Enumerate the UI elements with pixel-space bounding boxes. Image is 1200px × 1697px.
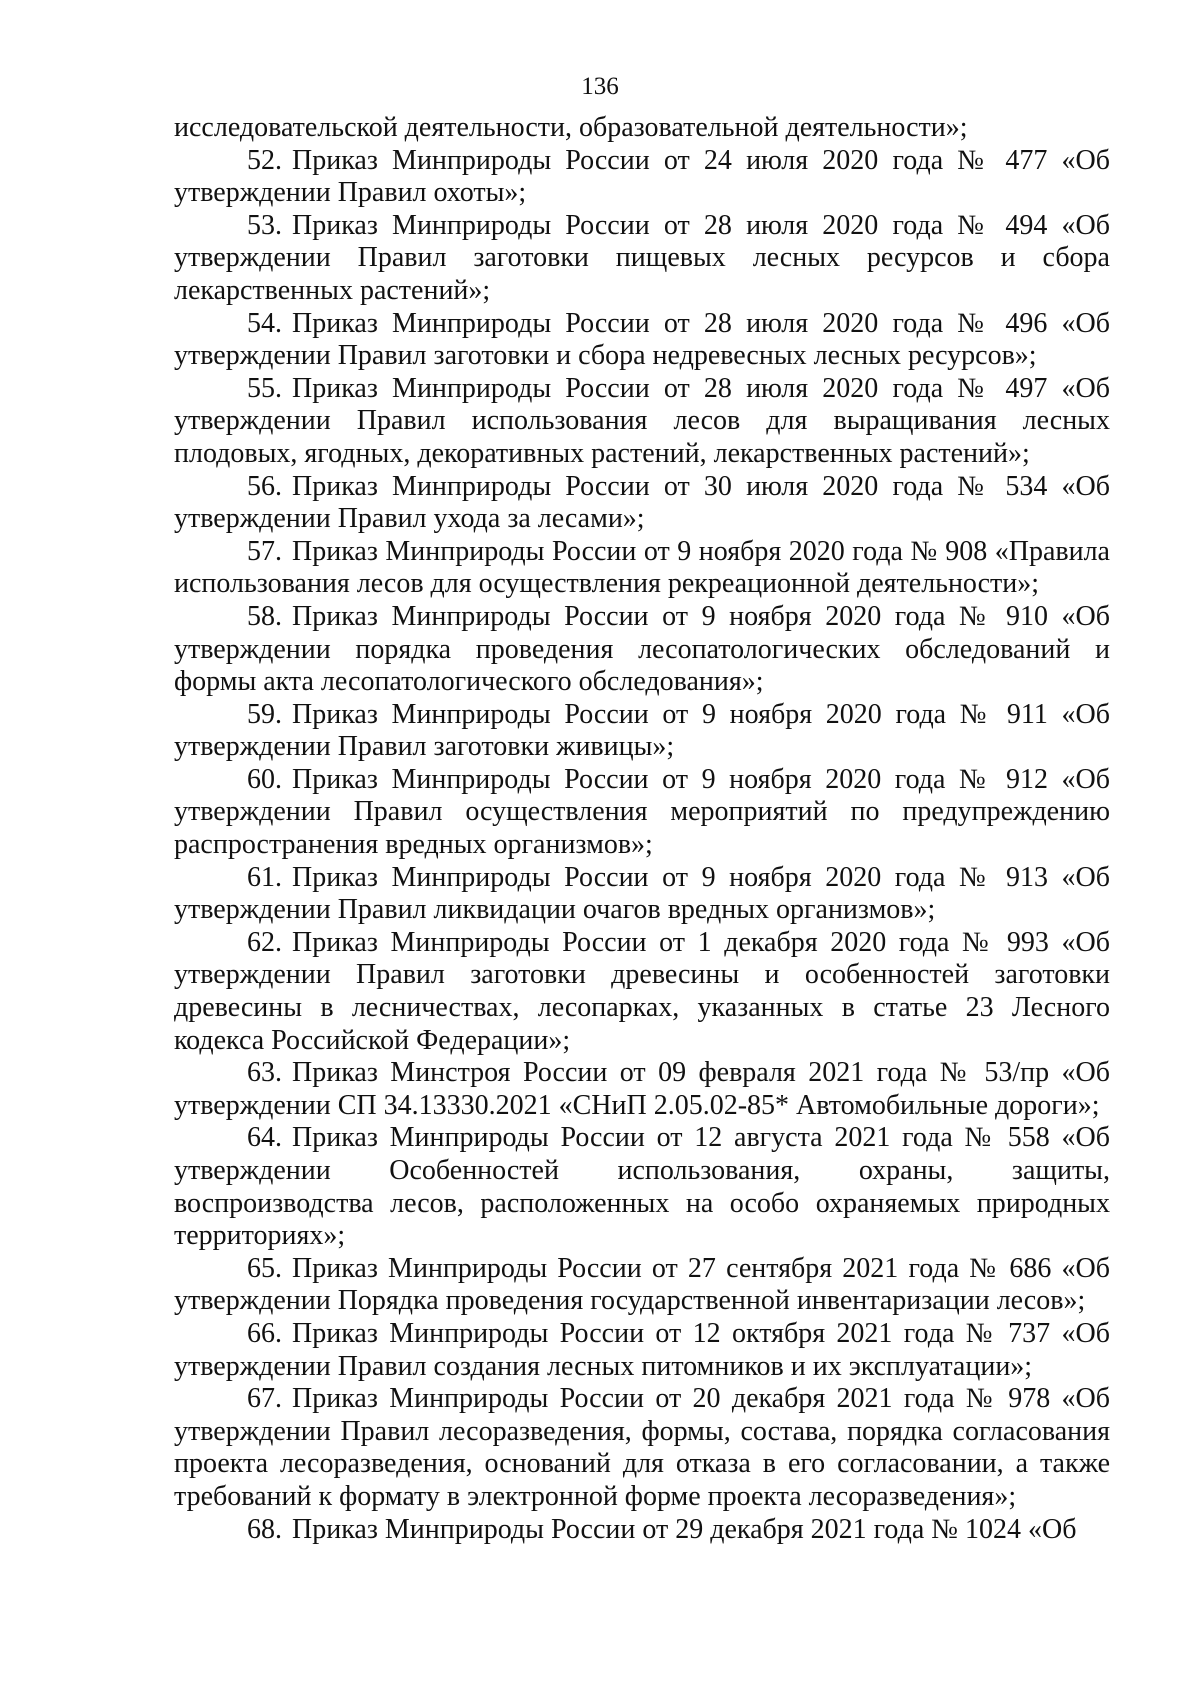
item-number: 68. [247,1513,282,1545]
item-text: Приказ Минприроды России от 12 августа 2021 года № 558 «Об утверждении Особенностей использования, охраны, защиты, воспроизводства лесов, расположенных на особо охраняемых природных территориях»; [174,1122,1110,1252]
item-text: Приказ Минстроя России от 09 февраля 2021 года № 53/пр «Об утверждении СП 34.13330.2021 «СНиП 2.05.02-85* Автомобильные дороги»; [174,1057,1110,1121]
continuation-paragraph: исследовательской деятельности, образовательной деятельности»; [174,112,968,143]
list-item [174,471,1110,536]
item-number: 61. [247,861,282,893]
list-item [174,764,1110,862]
item-text: Приказ Минприроды России от 24 июля 2020 года № 477 «Об утверждении Правил охоты»; [174,144,1110,209]
list-item [174,927,1110,1057]
item-text: Приказ Минприроды России от 28 июля 2020 года № 496 «Об утверждении Правил заготовки и сбора недревесных лесных ресурсов»; [174,307,1110,372]
item-number: 58. [247,600,282,632]
item-number: 54. [247,307,282,339]
list-item [174,699,1110,764]
item-number: 52. [247,144,282,176]
list-item [174,145,1110,210]
item-text: Приказ Минприроды России от 29 декабря 2021 года № 1024 «Об [292,1513,1077,1545]
list-item [174,308,1110,373]
list-item [174,210,1110,308]
item-number: 57. [247,535,282,567]
page-number: 136 [581,73,619,100]
item-number: 60. [247,763,282,795]
list-item [174,1057,1110,1122]
item-number: 59. [247,698,282,730]
item-text: Приказ Минприроды России от 9 ноября 2020 года № 910 «Об утверждении порядка проведения лесопатологических обследований и формы акта лесопатологического обследования»; [174,600,1110,698]
item-text: Приказ Минприроды России от 28 июля 2020 года № 497 «Об утверждении Правил использования лесов для выращивания лесных плодовых, ягодных, декоративных растений, лекарственных растений»; [174,372,1110,469]
item-text: Приказ Минприроды России от 9 ноября 2020 года № 913 «Об утверждении Правил ликвидации очагов вредных организмов»; [174,861,1110,926]
item-text: Приказ Минприроды России от 9 ноября 2020 года № 908 «Правила использования лесов для осуществления рекреационной деятельности»; [174,535,1110,600]
item-text: Приказ Минприроды России от 12 октября 2021 года № 737 «Об утверждении Правил создания лесных питомников и их эксплуатации»; [174,1317,1110,1382]
item-text: Приказ Минприроды России от 1 декабря 2020 года № 993 «Об утверждении Правил заготовки древесины и особенностей заготовки древесины в лесничествах, лесопарках, указанных в статье 23 Лесного кодекса Российской Федерации»; [174,926,1110,1056]
item-text: Приказ Минприроды России от 30 июля 2020 года № 534 «Об утверждении Правил ухода за лесами»; [174,470,1110,535]
list-item [174,1253,1110,1318]
list-item [174,1514,1110,1547]
list-item [174,601,1110,699]
item-number: 62. [247,926,282,958]
item-text: Приказ Минприроды России от 28 июля 2020 года № 494 «Об утверждении Правил заготовки пищевых лесных ресурсов и сбора лекарственных растений»; [174,209,1110,306]
item-text: Приказ Минприроды России от 20 декабря 2021 года № 978 «Об утверждении Правил лесоразведения, формы, состава, порядка согласования проекта лесоразведения, оснований для отказа в его согласовании, а также требований к формату в электронной форме проекта лесоразведения»; [174,1383,1110,1512]
list-item [174,373,1110,471]
item-number: 56. [247,470,282,502]
document-body [174,112,1110,1546]
item-text: Приказ Минприроды России от 27 сентября 2021 года № 686 «Об утверждении Порядка проведения государственной инвентаризации лесов»; [174,1252,1110,1317]
item-number: 65. [247,1252,282,1284]
item-text: Приказ Минприроды России от 9 ноября 2020 года № 912 «Об утверждении Правил осуществления мероприятий по предупреждению распространения вредных организмов»; [174,763,1110,861]
list-item [174,862,1110,927]
item-number: 53. [247,209,282,241]
list-item [174,1122,1110,1252]
list-item [174,1383,1110,1513]
item-number: 63. [247,1057,282,1089]
item-text: Приказ Минприроды России от 9 ноября 2020 года № 911 «Об утверждении Правил заготовки живицы»; [174,698,1110,763]
item-number: 55. [247,372,282,404]
list-item [174,536,1110,601]
list-item [174,1318,1110,1383]
item-number: 64. [247,1122,282,1154]
item-number: 67. [247,1383,282,1415]
item-number: 66. [247,1317,282,1349]
